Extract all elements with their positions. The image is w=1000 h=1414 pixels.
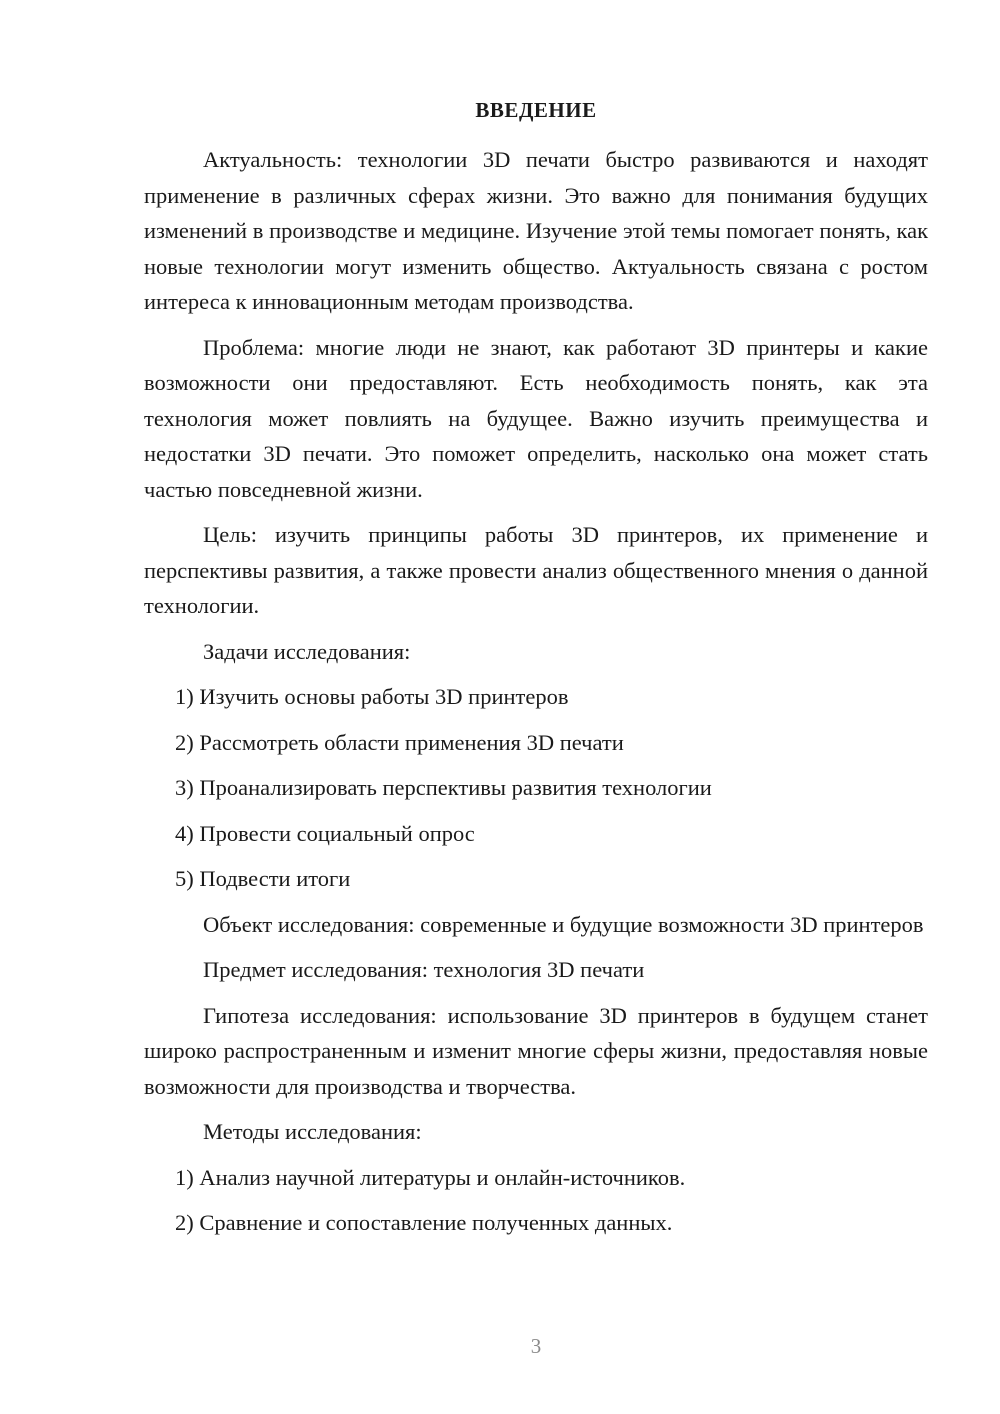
subject-paragraph: Предмет исследования: технология 3D печати	[203, 957, 645, 982]
list-item: 2) Сравнение и сопоставление полученных данных.	[175, 1210, 673, 1235]
tasks-heading: Задачи исследования:	[203, 638, 411, 664]
relevance-paragraph: Актуальность: технологии 3D печати быстро развиваются и находят применение в различных сферах жизни. Это важно для понимания будущих изменений в производстве и медицине. Изучение этой темы помогает понять, как новые технологии могут изменить общество. Актуальность связана с ростом интереса к инновационным методам производства.	[144, 147, 928, 314]
goal-paragraph: Цель: изучить принципы работы 3D принтеров, их применение и перспективы развития, а также провести анализ общественного мнения о данной технологии.	[144, 522, 928, 618]
object-paragraph: Объект исследования: современные и будущие возможности 3D принтеров	[203, 911, 924, 937]
methods-list	[144, 1160, 928, 1241]
hypothesis-paragraph: Гипотеза исследования: использование 3D принтеров в будущем станет широко распространенным и изменит многие сферы жизни, предоставляя новые возможности для производства и творчества.	[144, 1002, 928, 1099]
list-item: 4) Провести социальный опрос	[175, 820, 475, 846]
list-item: 5) Подвести итоги	[175, 866, 351, 891]
list-item: 3) Проанализировать перспективы развития технологии	[175, 775, 712, 800]
page-number: 3	[530, 1334, 542, 1358]
problem-paragraph: Проблема: многие люди не знают, как работают 3D принтеры и какие возможности они предоставляют. Есть необходимость понять, как эта технология может повлиять на будущее. Важно изучить преимущества и недостатки 3D печати. Это поможет определить, насколько она может стать частью повседневной жизни.	[144, 334, 928, 502]
tasks-list	[144, 679, 928, 897]
list-item: 2) Рассмотреть области применения 3D печати	[175, 729, 624, 755]
list-item: 1) Анализ научной литературы и онлайн-источников.	[175, 1164, 686, 1190]
list-item: 1) Изучить основы работы 3D принтеров	[175, 684, 569, 709]
page-title: ВВЕДЕНИЕ	[475, 98, 597, 122]
methods-heading: Методы исследования:	[203, 1119, 422, 1144]
page-content	[144, 93, 928, 1251]
